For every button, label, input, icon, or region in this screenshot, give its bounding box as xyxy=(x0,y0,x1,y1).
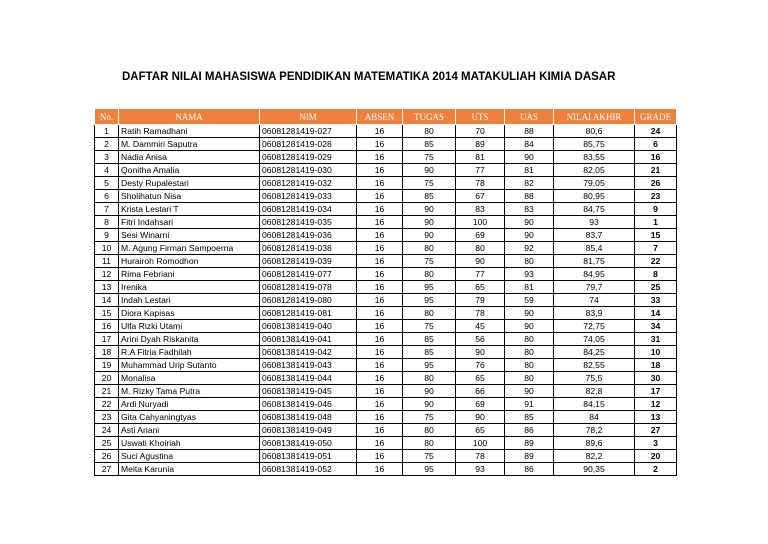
cell-no: 3 xyxy=(95,151,119,164)
header-nilai-akhir: NILAI AKHIR xyxy=(554,109,635,125)
cell-uts: 100 xyxy=(456,216,505,229)
cell-uas: 84 xyxy=(505,138,554,151)
cell-nim: 06081381419-046 xyxy=(260,398,357,411)
cell-nilai-akhir: 75,5 xyxy=(554,372,635,385)
cell-no: 18 xyxy=(95,346,119,359)
cell-no: 23 xyxy=(95,411,119,424)
cell-uas: 59 xyxy=(505,294,554,307)
cell-no: 16 xyxy=(95,320,119,333)
cell-grade: 33 xyxy=(635,294,677,307)
table-body xyxy=(95,125,677,476)
cell-grade: 23 xyxy=(635,190,677,203)
cell-nim: 06081381419-049 xyxy=(260,424,357,437)
cell-nama: Muhammad Urip Sutanto xyxy=(119,359,260,372)
cell-absen: 16 xyxy=(357,359,403,372)
cell-no: 15 xyxy=(95,307,119,320)
cell-uas: 90 xyxy=(505,385,554,398)
cell-no: 4 xyxy=(95,164,119,177)
cell-absen: 16 xyxy=(357,138,403,151)
header-absen: ABSEN xyxy=(357,109,403,125)
cell-tugas: 95 xyxy=(403,281,456,294)
cell-grade: 18 xyxy=(635,359,677,372)
cell-tugas: 75 xyxy=(403,450,456,463)
cell-nama: Krista Lestari T xyxy=(119,203,260,216)
cell-nim: 06081381419-044 xyxy=(260,372,357,385)
cell-uas: 81 xyxy=(505,281,554,294)
cell-uts: 69 xyxy=(456,229,505,242)
header-no: No. xyxy=(95,109,119,125)
cell-tugas: 75 xyxy=(403,255,456,268)
cell-uts: 90 xyxy=(456,346,505,359)
cell-tugas: 80 xyxy=(403,437,456,450)
cell-uas: 89 xyxy=(505,437,554,450)
cell-absen: 16 xyxy=(357,294,403,307)
cell-uas: 90 xyxy=(505,229,554,242)
cell-nim: 06081281419-078 xyxy=(260,281,357,294)
cell-no: 22 xyxy=(95,398,119,411)
cell-tugas: 80 xyxy=(403,307,456,320)
cell-nama: Ratih Ramadhani xyxy=(119,125,260,138)
cell-uts: 70 xyxy=(456,125,505,138)
cell-nim: 06081381419-041 xyxy=(260,333,357,346)
cell-uts: 67 xyxy=(456,190,505,203)
cell-uas: 80 xyxy=(505,255,554,268)
cell-absen: 16 xyxy=(357,450,403,463)
cell-absen: 16 xyxy=(357,203,403,216)
cell-grade: 27 xyxy=(635,424,677,437)
header-uts: UTS xyxy=(456,109,505,125)
cell-nama: Asti Ariani xyxy=(119,424,260,437)
cell-absen: 16 xyxy=(357,177,403,190)
cell-tugas: 85 xyxy=(403,346,456,359)
cell-nim: 06081281419-080 xyxy=(260,294,357,307)
cell-grade: 25 xyxy=(635,281,677,294)
cell-no: 7 xyxy=(95,203,119,216)
cell-nama: Ulfa Rizki Utami xyxy=(119,320,260,333)
cell-tugas: 95 xyxy=(403,463,456,476)
cell-no: 17 xyxy=(95,333,119,346)
cell-no: 20 xyxy=(95,372,119,385)
header-nim: NIM xyxy=(260,109,357,125)
cell-uas: 92 xyxy=(505,242,554,255)
table-row xyxy=(95,164,677,177)
cell-tugas: 75 xyxy=(403,177,456,190)
cell-nilai-akhir: 85,4 xyxy=(554,242,635,255)
cell-tugas: 90 xyxy=(403,216,456,229)
table-row xyxy=(95,450,677,463)
cell-nama: Hurairoh Romodhon xyxy=(119,255,260,268)
cell-nama: Sesi Winarni xyxy=(119,229,260,242)
cell-uas: 82 xyxy=(505,177,554,190)
cell-absen: 16 xyxy=(357,216,403,229)
cell-uas: 89 xyxy=(505,450,554,463)
table-row xyxy=(95,294,677,307)
cell-nama: Qonitha Amalia xyxy=(119,164,260,177)
table-row xyxy=(95,424,677,437)
cell-grade: 34 xyxy=(635,320,677,333)
cell-absen: 16 xyxy=(357,281,403,294)
cell-uts: 93 xyxy=(456,463,505,476)
cell-absen: 16 xyxy=(357,125,403,138)
cell-uas: 90 xyxy=(505,151,554,164)
cell-grade: 7 xyxy=(635,242,677,255)
cell-absen: 16 xyxy=(357,424,403,437)
cell-uts: 78 xyxy=(456,307,505,320)
cell-nim: 06081281419-029 xyxy=(260,151,357,164)
cell-uts: 83 xyxy=(456,203,505,216)
cell-uas: 80 xyxy=(505,333,554,346)
cell-nama: M. Rizky Tama Putra xyxy=(119,385,260,398)
cell-uts: 65 xyxy=(456,424,505,437)
cell-nama: Rima Febriani xyxy=(119,268,260,281)
cell-tugas: 90 xyxy=(403,398,456,411)
cell-no: 1 xyxy=(95,125,119,138)
table-row xyxy=(95,138,677,151)
cell-nama: Nadia Anisa xyxy=(119,151,260,164)
cell-nilai-akhir: 85,75 xyxy=(554,138,635,151)
cell-uas: 90 xyxy=(505,307,554,320)
cell-absen: 16 xyxy=(357,151,403,164)
cell-absen: 16 xyxy=(357,346,403,359)
cell-uts: 78 xyxy=(456,177,505,190)
cell-nilai-akhir: 82,55 xyxy=(554,359,635,372)
cell-nilai-akhir: 72,75 xyxy=(554,320,635,333)
cell-uts: 77 xyxy=(456,268,505,281)
cell-nim: 06081281419-032 xyxy=(260,177,357,190)
cell-nim: 06081281419-077 xyxy=(260,268,357,281)
cell-grade: 31 xyxy=(635,333,677,346)
cell-nim: 06081281419-081 xyxy=(260,307,357,320)
cell-nim: 06081281419-038 xyxy=(260,242,357,255)
cell-absen: 16 xyxy=(357,164,403,177)
cell-grade: 26 xyxy=(635,177,677,190)
cell-nilai-akhir: 74 xyxy=(554,294,635,307)
cell-grade: 12 xyxy=(635,398,677,411)
cell-grade: 22 xyxy=(635,255,677,268)
cell-nilai-akhir: 78,2 xyxy=(554,424,635,437)
cell-absen: 16 xyxy=(357,411,403,424)
cell-uas: 81 xyxy=(505,164,554,177)
table-row xyxy=(95,398,677,411)
cell-nama: M. Dammiri Saputra xyxy=(119,138,260,151)
cell-absen: 16 xyxy=(357,320,403,333)
cell-absen: 16 xyxy=(357,372,403,385)
cell-grade: 1 xyxy=(635,216,677,229)
cell-grade: 16 xyxy=(635,151,677,164)
cell-absen: 16 xyxy=(357,255,403,268)
cell-uts: 56 xyxy=(456,333,505,346)
cell-nama: Indah Lestari xyxy=(119,294,260,307)
cell-no: 21 xyxy=(95,385,119,398)
cell-nim: 06081281419-028 xyxy=(260,138,357,151)
cell-nim: 06081381419-045 xyxy=(260,385,357,398)
cell-nilai-akhir: 84,95 xyxy=(554,268,635,281)
cell-no: 8 xyxy=(95,216,119,229)
cell-uts: 65 xyxy=(456,281,505,294)
cell-nilai-akhir: 74,05 xyxy=(554,333,635,346)
cell-no: 5 xyxy=(95,177,119,190)
table-row xyxy=(95,216,677,229)
cell-grade: 21 xyxy=(635,164,677,177)
cell-no: 2 xyxy=(95,138,119,151)
cell-nilai-akhir: 83,55 xyxy=(554,151,635,164)
table-row xyxy=(95,255,677,268)
cell-nim: 06081281419-027 xyxy=(260,125,357,138)
cell-tugas: 85 xyxy=(403,333,456,346)
cell-absen: 16 xyxy=(357,437,403,450)
cell-nilai-akhir: 80,95 xyxy=(554,190,635,203)
cell-absen: 16 xyxy=(357,398,403,411)
cell-grade: 15 xyxy=(635,229,677,242)
table-row xyxy=(95,125,677,138)
cell-nilai-akhir: 83,7 xyxy=(554,229,635,242)
cell-tugas: 90 xyxy=(403,203,456,216)
cell-grade: 30 xyxy=(635,372,677,385)
cell-uas: 88 xyxy=(505,125,554,138)
cell-uas: 90 xyxy=(505,216,554,229)
cell-absen: 16 xyxy=(357,385,403,398)
table-row xyxy=(95,242,677,255)
cell-nama: Irenika xyxy=(119,281,260,294)
cell-tugas: 75 xyxy=(403,151,456,164)
cell-absen: 16 xyxy=(357,307,403,320)
cell-nim: 06081381419-042 xyxy=(260,346,357,359)
cell-uas: 80 xyxy=(505,346,554,359)
header-nama: NAMA xyxy=(119,109,260,125)
cell-nilai-akhir: 82,2 xyxy=(554,450,635,463)
cell-grade: 20 xyxy=(635,450,677,463)
cell-nama: Uswati Khoiriah xyxy=(119,437,260,450)
cell-uts: 100 xyxy=(456,437,505,450)
cell-absen: 16 xyxy=(357,229,403,242)
cell-no: 11 xyxy=(95,255,119,268)
cell-tugas: 75 xyxy=(403,320,456,333)
cell-tugas: 95 xyxy=(403,359,456,372)
cell-uts: 90 xyxy=(456,255,505,268)
header-uas: UAS xyxy=(505,109,554,125)
cell-no: 25 xyxy=(95,437,119,450)
cell-nilai-akhir: 93 xyxy=(554,216,635,229)
cell-nilai-akhir: 82,8 xyxy=(554,385,635,398)
cell-nama: Fitri Indahsari xyxy=(119,216,260,229)
table-row xyxy=(95,190,677,203)
cell-nama: R.A Fitria Fadhilah xyxy=(119,346,260,359)
cell-uas: 86 xyxy=(505,424,554,437)
table-row xyxy=(95,385,677,398)
table-row xyxy=(95,151,677,164)
grades-table xyxy=(94,108,677,476)
cell-nim: 06081281419-036 xyxy=(260,229,357,242)
cell-uts: 77 xyxy=(456,164,505,177)
cell-nilai-akhir: 79,7 xyxy=(554,281,635,294)
cell-nilai-akhir: 84,75 xyxy=(554,203,635,216)
cell-nilai-akhir: 84,15 xyxy=(554,398,635,411)
cell-tugas: 85 xyxy=(403,138,456,151)
cell-tugas: 95 xyxy=(403,294,456,307)
cell-uts: 79 xyxy=(456,294,505,307)
cell-nim: 06081281419-039 xyxy=(260,255,357,268)
cell-no: 19 xyxy=(95,359,119,372)
cell-grade: 10 xyxy=(635,346,677,359)
table-row xyxy=(95,203,677,216)
cell-uas: 80 xyxy=(505,359,554,372)
cell-nim: 06081281419-034 xyxy=(260,203,357,216)
cell-uts: 80 xyxy=(456,242,505,255)
cell-no: 27 xyxy=(95,463,119,476)
cell-nama: Arini Dyah Riskanita xyxy=(119,333,260,346)
cell-tugas: 80 xyxy=(403,424,456,437)
cell-absen: 16 xyxy=(357,190,403,203)
header-grade: GRADE xyxy=(635,109,677,125)
cell-nilai-akhir: 82,05 xyxy=(554,164,635,177)
table-row xyxy=(95,229,677,242)
table-row xyxy=(95,320,677,333)
table-row xyxy=(95,333,677,346)
cell-tugas: 85 xyxy=(403,190,456,203)
cell-nim: 06081381419-051 xyxy=(260,450,357,463)
cell-uas: 90 xyxy=(505,320,554,333)
cell-uas: 88 xyxy=(505,190,554,203)
cell-nama: Suci Agustina xyxy=(119,450,260,463)
cell-uts: 78 xyxy=(456,450,505,463)
cell-tugas: 80 xyxy=(403,242,456,255)
cell-nim: 06081381419-040 xyxy=(260,320,357,333)
cell-nilai-akhir: 84,25 xyxy=(554,346,635,359)
table-row xyxy=(95,307,677,320)
table-row xyxy=(95,177,677,190)
table-row xyxy=(95,463,677,476)
header-tugas: TUGAS xyxy=(403,109,456,125)
cell-no: 10 xyxy=(95,242,119,255)
table-row xyxy=(95,437,677,450)
cell-nim: 06081281419-035 xyxy=(260,216,357,229)
cell-nim: 06081281419-033 xyxy=(260,190,357,203)
cell-uts: 89 xyxy=(456,138,505,151)
cell-uts: 76 xyxy=(456,359,505,372)
cell-grade: 13 xyxy=(635,411,677,424)
cell-no: 13 xyxy=(95,281,119,294)
cell-tugas: 90 xyxy=(403,164,456,177)
cell-grade: 3 xyxy=(635,437,677,450)
cell-uts: 81 xyxy=(456,151,505,164)
cell-tugas: 80 xyxy=(403,268,456,281)
cell-grade: 17 xyxy=(635,385,677,398)
cell-uts: 45 xyxy=(456,320,505,333)
cell-grade: 9 xyxy=(635,203,677,216)
cell-no: 26 xyxy=(95,450,119,463)
cell-grade: 2 xyxy=(635,463,677,476)
cell-nilai-akhir: 83,9 xyxy=(554,307,635,320)
cell-no: 9 xyxy=(95,229,119,242)
cell-grade: 14 xyxy=(635,307,677,320)
table-row xyxy=(95,268,677,281)
cell-tugas: 90 xyxy=(403,385,456,398)
cell-nilai-akhir: 84 xyxy=(554,411,635,424)
table-row xyxy=(95,346,677,359)
cell-absen: 16 xyxy=(357,333,403,346)
cell-uas: 86 xyxy=(505,463,554,476)
cell-grade: 24 xyxy=(635,125,677,138)
cell-nama: Diora Kapisas xyxy=(119,307,260,320)
cell-nim: 06081381419-052 xyxy=(260,463,357,476)
cell-uas: 83 xyxy=(505,203,554,216)
cell-no: 24 xyxy=(95,424,119,437)
cell-nilai-akhir: 80,6 xyxy=(554,125,635,138)
cell-nim: 06081381419-043 xyxy=(260,359,357,372)
cell-nim: 06081281419-030 xyxy=(260,164,357,177)
table-row xyxy=(95,372,677,385)
cell-tugas: 75 xyxy=(403,411,456,424)
cell-nama: Desty Rupalestari xyxy=(119,177,260,190)
cell-no: 12 xyxy=(95,268,119,281)
cell-nilai-akhir: 89,6 xyxy=(554,437,635,450)
document-title: DAFTAR NILAI MAHASISWA PENDIDIKAN MATEMATIKA 2014 MATAKULIAH KIMIA DASAR xyxy=(122,71,616,83)
table-header-row xyxy=(95,109,677,125)
cell-uts: 69 xyxy=(456,398,505,411)
cell-nama: Monalisa xyxy=(119,372,260,385)
table-row xyxy=(95,281,677,294)
cell-nama: Gita Cahyaningtyas xyxy=(119,411,260,424)
cell-uas: 85 xyxy=(505,411,554,424)
cell-uas: 91 xyxy=(505,398,554,411)
cell-uts: 65 xyxy=(456,372,505,385)
cell-tugas: 80 xyxy=(403,372,456,385)
cell-nim: 06081381419-048 xyxy=(260,411,357,424)
cell-tugas: 90 xyxy=(403,229,456,242)
cell-tugas: 80 xyxy=(403,125,456,138)
cell-absen: 16 xyxy=(357,463,403,476)
cell-nama: Sholihatun Nisa xyxy=(119,190,260,203)
cell-grade: 6 xyxy=(635,138,677,151)
cell-absen: 16 xyxy=(357,242,403,255)
table-row xyxy=(95,359,677,372)
cell-nilai-akhir: 79,05 xyxy=(554,177,635,190)
cell-uts: 90 xyxy=(456,411,505,424)
cell-nilai-akhir: 90,35 xyxy=(554,463,635,476)
cell-uas: 93 xyxy=(505,268,554,281)
cell-no: 14 xyxy=(95,294,119,307)
cell-nama: M. Agung Firman Sampoerna xyxy=(119,242,260,255)
cell-uas: 80 xyxy=(505,372,554,385)
cell-no: 6 xyxy=(95,190,119,203)
cell-grade: 8 xyxy=(635,268,677,281)
cell-uts: 66 xyxy=(456,385,505,398)
cell-nim: 06081381419-050 xyxy=(260,437,357,450)
cell-nama: Ardi Nuryadi xyxy=(119,398,260,411)
table-row xyxy=(95,411,677,424)
cell-nama: Meita Karunia xyxy=(119,463,260,476)
cell-nilai-akhir: 81,75 xyxy=(554,255,635,268)
cell-absen: 16 xyxy=(357,268,403,281)
